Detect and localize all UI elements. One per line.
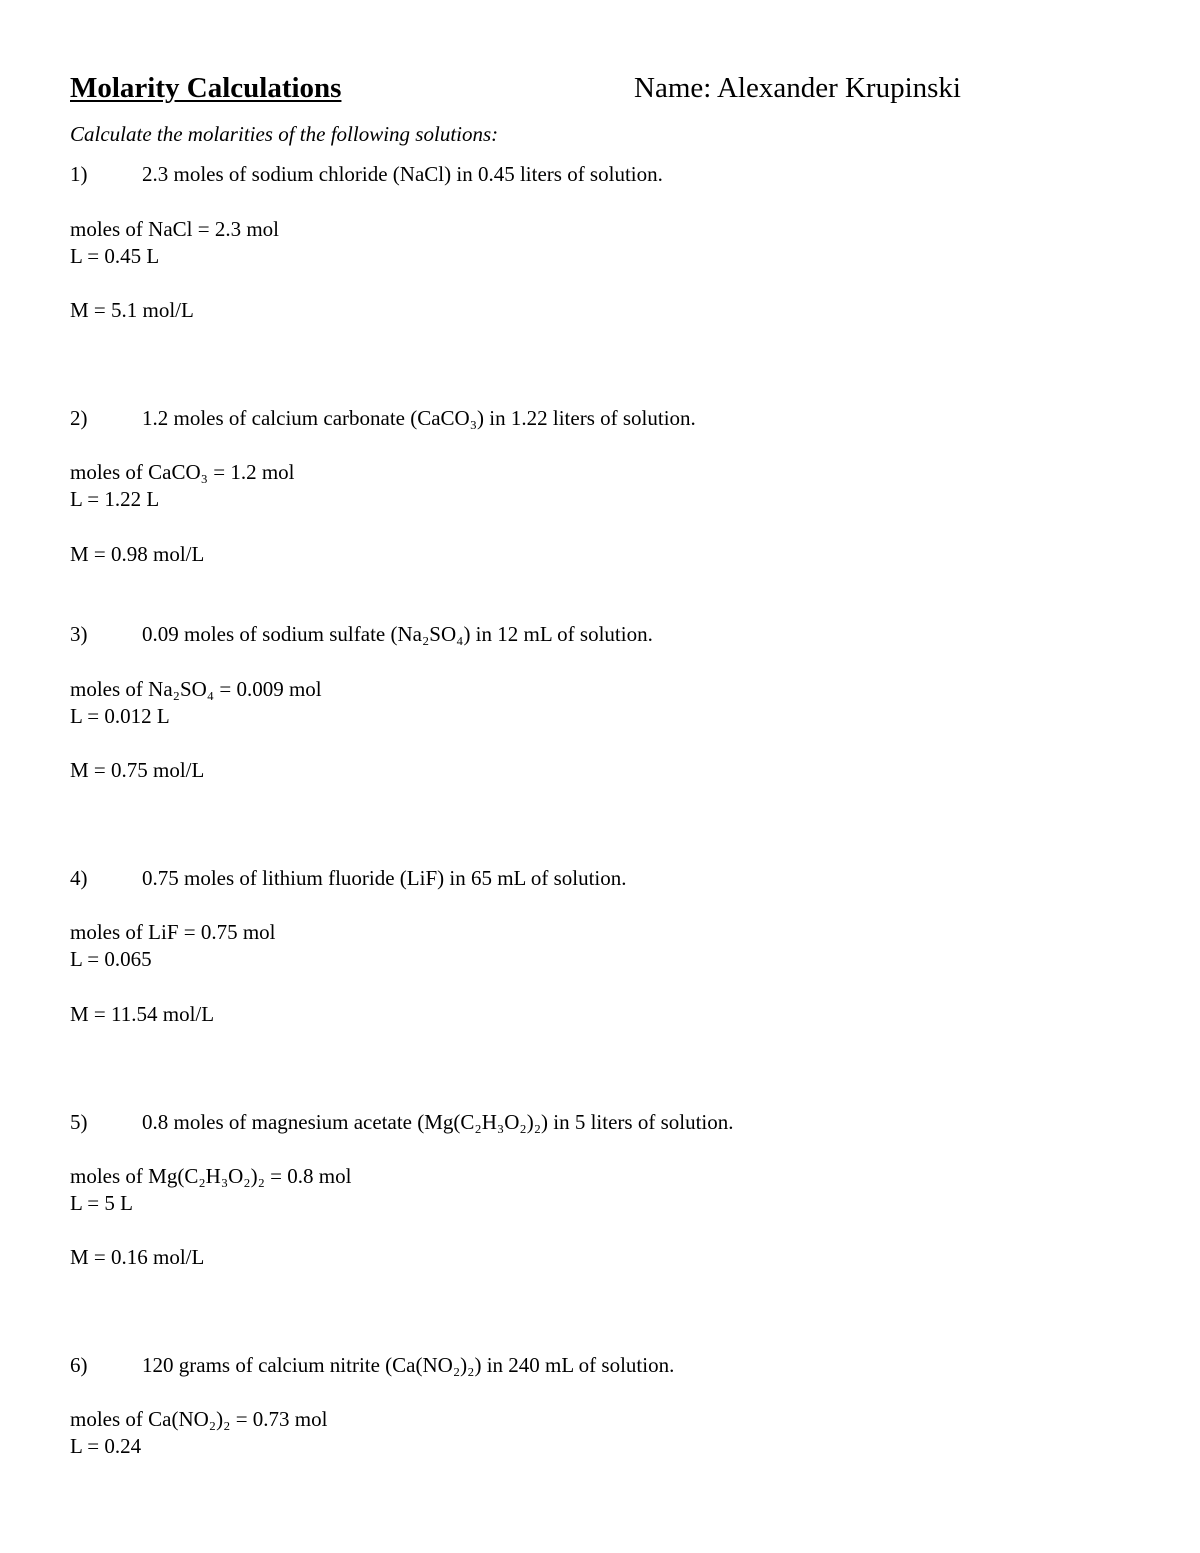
problem-question: 0.8 moles of magnesium acetate (Mg(C₂H₃O₂)₂) in 5 liters of solution. xyxy=(142,1110,734,1134)
liters-line: L = 0.065 xyxy=(70,947,152,971)
molarity-answer: M = 5.1 mol/L xyxy=(70,298,194,322)
problem-number: 5) xyxy=(70,1110,88,1134)
problem-number: 6) xyxy=(70,1353,88,1377)
moles-line: moles of Na₂SO₄ = 0.009 mol xyxy=(70,677,322,701)
moles-line: moles of NaCl = 2.3 mol xyxy=(70,217,279,241)
moles-line: moles of Ca(NO₂)₂ = 0.73 mol xyxy=(70,1407,328,1431)
problem-question: 2.3 moles of sodium chloride (NaCl) in 0.45 liters of solution. xyxy=(142,162,663,186)
page-title: Molarity Calculations xyxy=(70,72,342,104)
problem-number: 3) xyxy=(70,622,88,646)
moles-line: moles of Mg(C₂H₃O₂)₂ = 0.8 mol xyxy=(70,1164,352,1188)
problem-number: 4) xyxy=(70,866,88,890)
moles-line: moles of CaCO₃ = 1.2 mol xyxy=(70,460,295,484)
problem-number: 2) xyxy=(70,406,88,430)
problem-question: 1.2 moles of calcium carbonate (CaCO₃) in 1.22 liters of solution. xyxy=(142,406,696,430)
student-name: Name: Alexander Krupinski xyxy=(634,72,961,104)
problem-question: 120 grams of calcium nitrite (Ca(NO₂)₂) in 240 mL of solution. xyxy=(142,1353,675,1377)
liters-line: L = 0.24 xyxy=(70,1434,142,1458)
liters-line: L = 5 L xyxy=(70,1191,133,1215)
instructions: Calculate the molarities of the following solutions: xyxy=(70,122,499,146)
molarity-answer: M = 0.98 mol/L xyxy=(70,542,205,566)
problem-question: 0.75 moles of lithium fluoride (LiF) in 65 mL of solution. xyxy=(142,866,627,890)
moles-line: moles of LiF = 0.75 mol xyxy=(70,920,276,944)
molarity-answer: M = 0.75 mol/L xyxy=(70,758,205,782)
liters-line: L = 1.22 L xyxy=(70,487,160,511)
molarity-answer: M = 0.16 mol/L xyxy=(70,1245,205,1269)
liters-line: L = 0.012 L xyxy=(70,704,170,728)
molarity-answer: M = 11.54 mol/L xyxy=(70,1002,215,1026)
problem-question: 0.09 moles of sodium sulfate (Na₂SO₄) in 12 mL of solution. xyxy=(142,622,653,646)
problem-number: 1) xyxy=(70,162,88,186)
liters-line: L = 0.45 L xyxy=(70,244,160,268)
